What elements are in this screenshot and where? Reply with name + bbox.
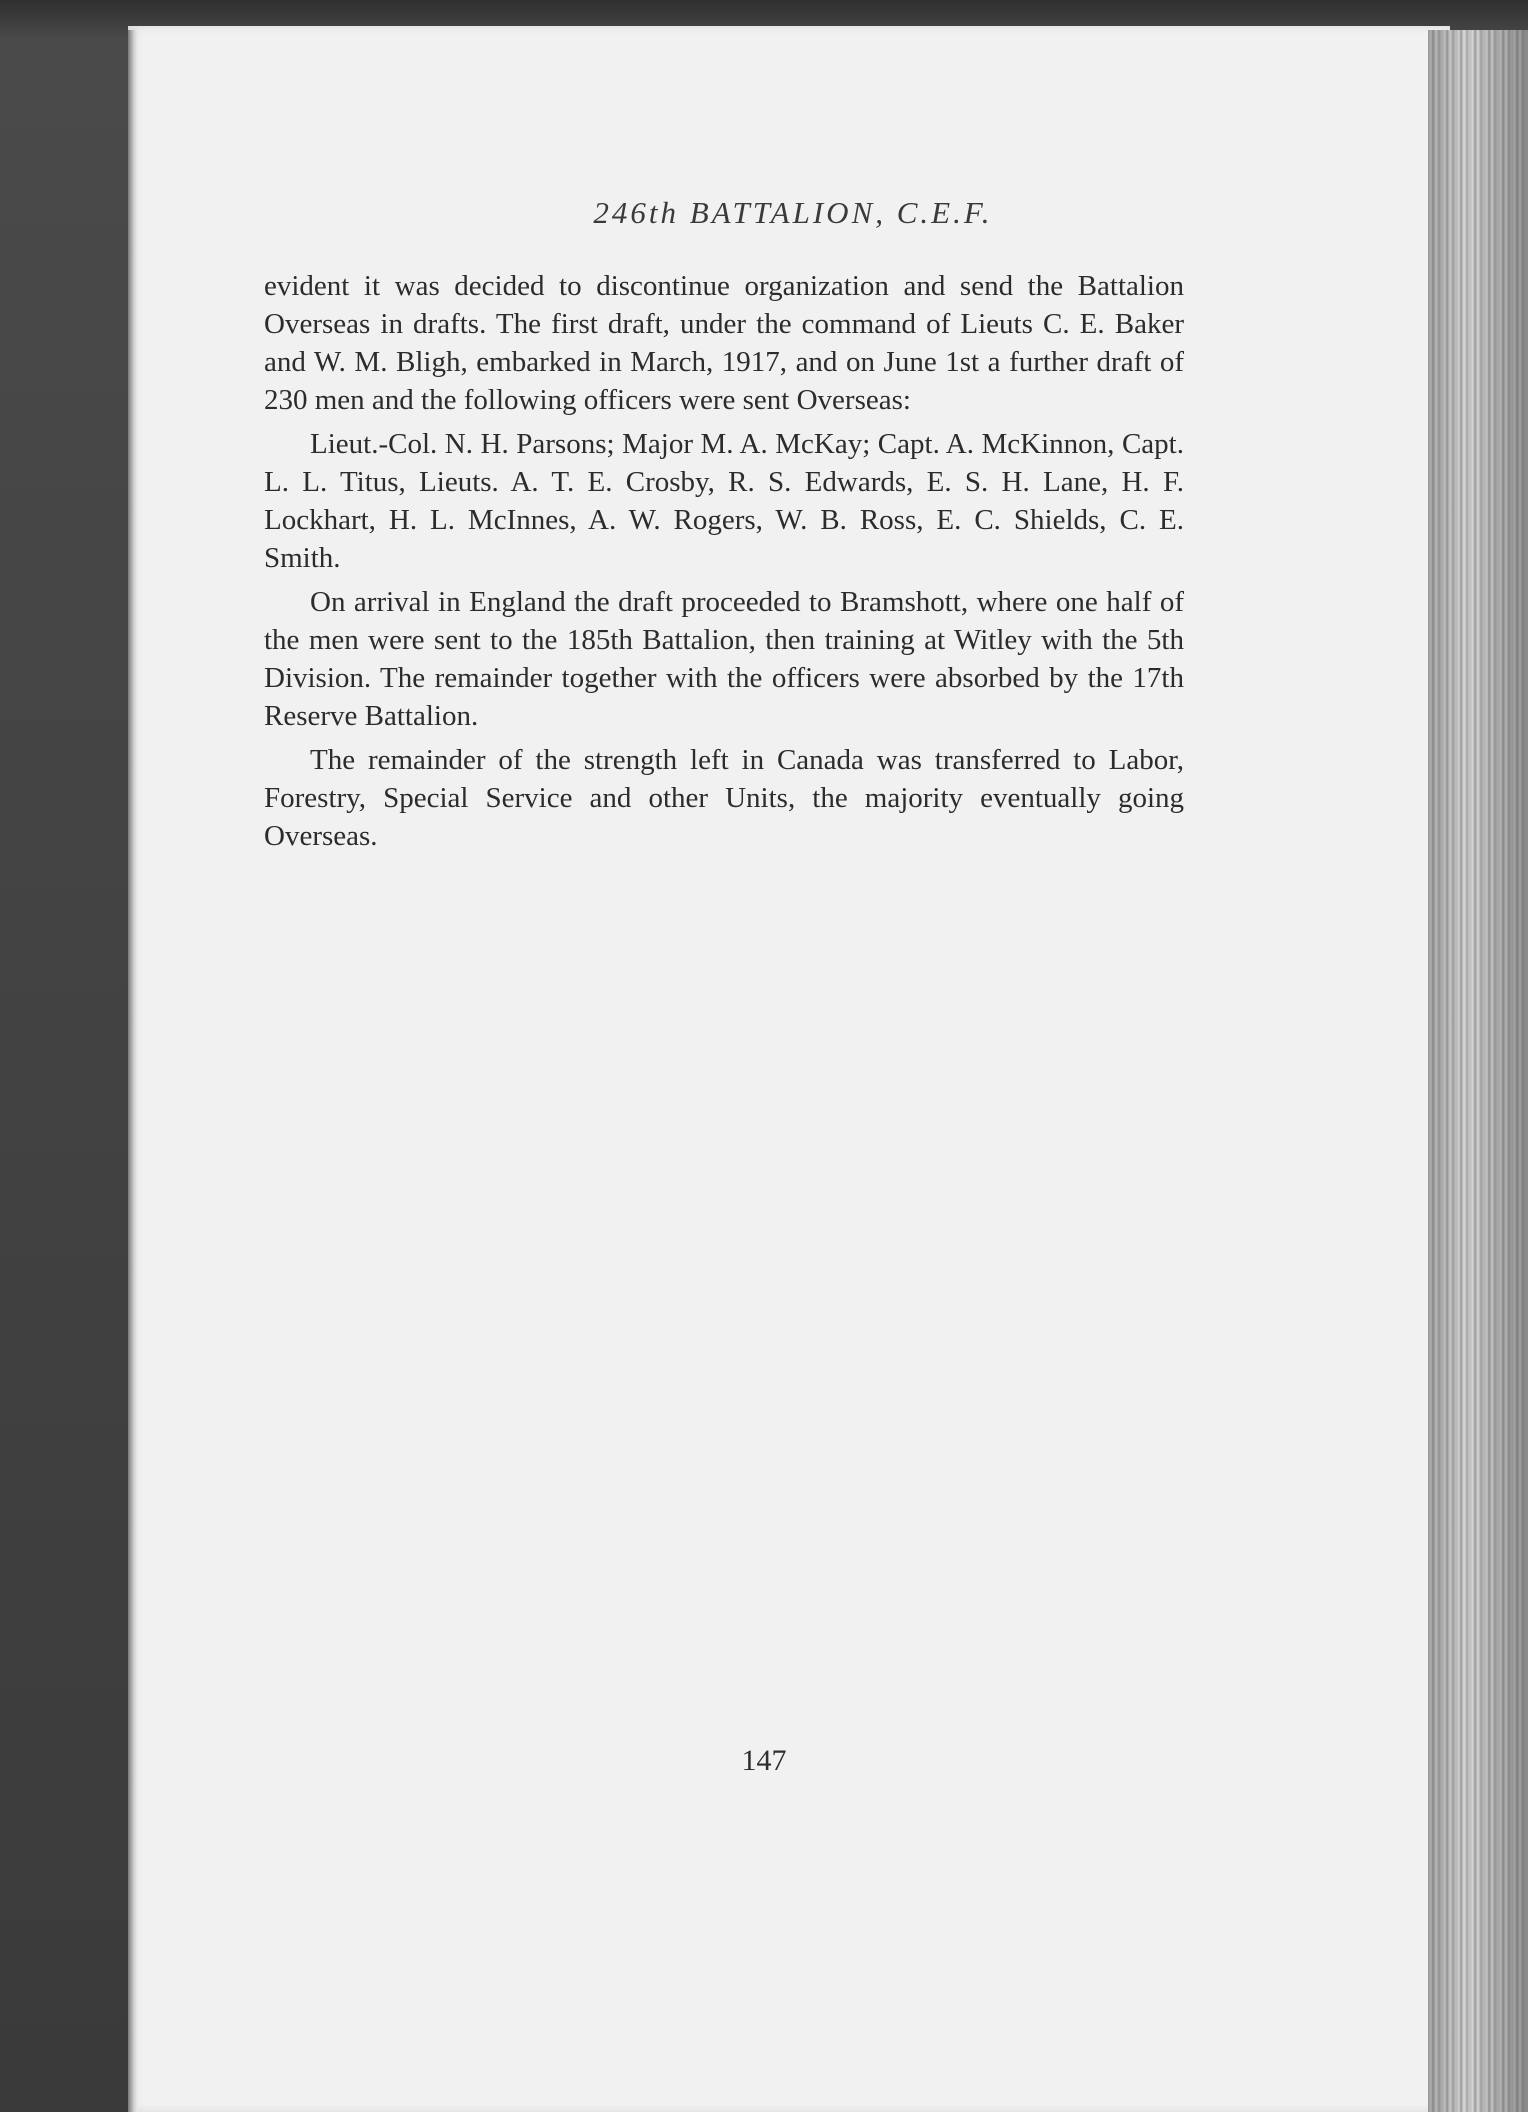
paragraph-3: On arrival in England the draft proceeded to Bramshott, where one half of the men were sent to the 185th Battalion, then training at Witley with the 5th Division. The remainder together with the officers were absorbed by the 17th Reserve Battalion. — [264, 586, 1184, 732]
paragraph-2: Lieut.-Col. N. H. Parsons; Major M. A. McKay; Capt. A. McKinnon, Capt. L. L. Titus, Lieuts. A. T. E. Crosby, R. S. Edwards, E. S. H. Lane, H. F. Lockhart, H. L. McInnes, A. W. Rogers, W. B. Ross, E. C. Shields, C. E. Smith. — [264, 428, 1184, 574]
paragraph-4: The remainder of the strength left in Canada was transferred to Labor, Forestry, Special Service and other Units, the majority eventually going Overseas. — [264, 744, 1184, 852]
book-fore-edge-shade — [1428, 30, 1528, 2112]
page-gutter-edge — [128, 30, 138, 2112]
body-text — [264, 267, 1184, 861]
running-head: 246th BATTALION, C.E.F. — [593, 195, 993, 230]
page-number: 147 — [741, 1744, 787, 1777]
paragraph-1: evident it was decided to discontinue organization and send the Battalion Overseas in drafts. The first draft, under the command of Lieuts C. E. Baker and W. M. Bligh, embarked in March, 1917, and on June 1st a further draft of 230 men and the following officers were sent Overseas: — [264, 270, 1184, 416]
